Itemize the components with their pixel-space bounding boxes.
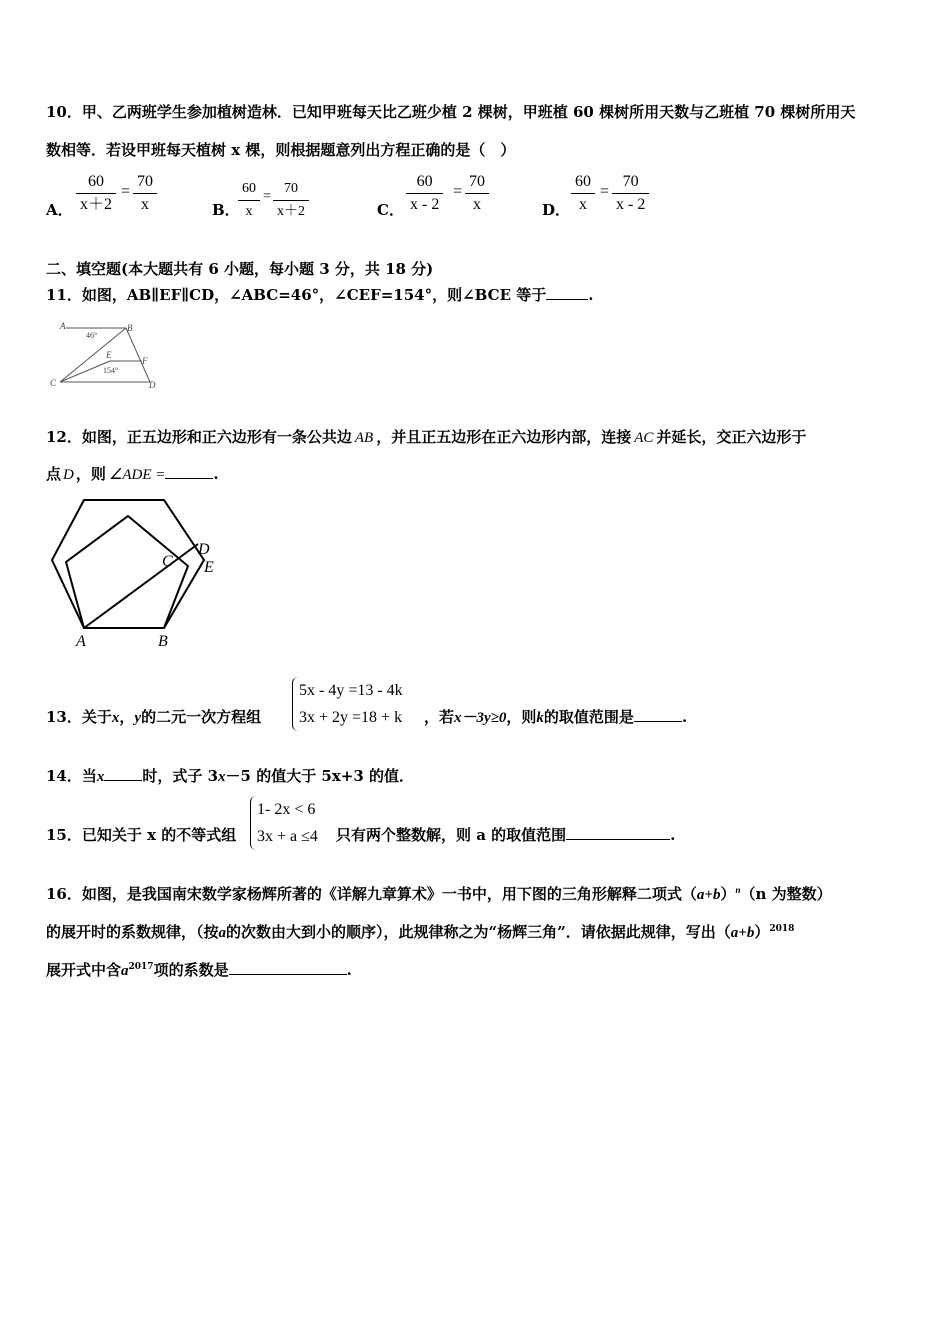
fig-label-a: A bbox=[76, 633, 86, 650]
answer-blank[interactable] bbox=[229, 974, 347, 975]
fig-label-c: C bbox=[50, 378, 57, 388]
fig-label-a: A bbox=[60, 321, 66, 331]
fraction: $\frac{60}{x}$ bbox=[238, 178, 260, 223]
fraction: $\frac{70}{x+2}$ bbox=[273, 178, 309, 223]
fraction: $\frac{70}{x}$ bbox=[133, 171, 157, 216]
fig-label-d: D bbox=[149, 380, 156, 390]
q13-equation-system: 5x - 4y =13 - 4k 3x + 2y =18 + k bbox=[292, 677, 403, 731]
fraction: $\frac{70}{x - 2}$ bbox=[612, 171, 649, 216]
option-label: B． bbox=[212, 201, 240, 219]
q13-condition: ，若x－3y≥0，则k的取值范围是 . bbox=[424, 708, 688, 726]
hexagon bbox=[52, 500, 204, 628]
fig-label-d: D bbox=[198, 541, 210, 558]
answer-blank[interactable] bbox=[566, 839, 670, 840]
fig-label-c: C bbox=[162, 553, 173, 570]
q10-line1: 10．甲、乙两班学生参加植树造林．已知甲班每天比乙班少植 2 棵树，甲班植 60 棵树所用天数与乙班植 70 棵树所用天 bbox=[46, 103, 856, 121]
answer-blank[interactable] bbox=[165, 478, 213, 479]
q15-text-pre: 15．已知关于 x 的不等式组 bbox=[46, 826, 237, 844]
pentagon bbox=[66, 516, 188, 628]
answer-blank[interactable] bbox=[104, 780, 142, 781]
fig-label-e: E bbox=[106, 350, 112, 360]
q11-text: 11．如图，AB∥EF∥CD，∠ABC=46°，∠CEF=154°，则∠BCE 等于 . bbox=[46, 286, 594, 304]
fig-angle-46: 46° bbox=[86, 331, 98, 340]
q14-text: 14．当x 时，式子 3x－5 的值大于 5x+3 的值． bbox=[46, 767, 415, 785]
q15-inequality-system: 1- 2x < 6 3x + a ≤4 bbox=[250, 796, 318, 850]
equals-sign: = bbox=[453, 183, 463, 200]
option-label: D． bbox=[542, 201, 571, 219]
q10-line2: 数相等．若设甲班每天植树 x 棵，则根据题意列出方程正确的是（ ） bbox=[46, 141, 516, 159]
option-label: C． bbox=[377, 201, 404, 219]
answer-blank[interactable] bbox=[546, 299, 588, 300]
fraction: $\frac{60}{x}$ bbox=[571, 171, 595, 216]
fig-label-e: E bbox=[204, 559, 214, 576]
fraction: $\frac{60}{x - 2}$ bbox=[406, 171, 443, 216]
fraction: $\frac{60}{x+2}$ bbox=[76, 171, 116, 216]
q15-text-post: 只有两个整数解，则 a 的取值范围 . bbox=[336, 826, 676, 844]
equals-sign: = bbox=[121, 183, 131, 200]
equals-sign: = bbox=[263, 189, 271, 204]
answer-blank[interactable] bbox=[634, 721, 682, 722]
option-label: A． bbox=[46, 201, 73, 219]
q12-figure bbox=[46, 494, 226, 650]
fig-label-f: F bbox=[142, 356, 148, 366]
fig-label-b: B bbox=[127, 323, 133, 333]
q16-line2: 的展开时的系数规律，（按a的次数由大到小的顺序），此规律称之为“杨辉三角”．请依据此规律，写出$(a+b)^{2018}$ bbox=[46, 923, 795, 941]
q16-line1: 16．如图，是我国南宋数学家杨辉所著的《详解九章算术》一书中，用下图的三角形解释二项式$(a+b)^n(n$ 为整数） bbox=[46, 885, 832, 903]
fraction: $\frac{70}{x}$ bbox=[465, 171, 489, 216]
fig-angle-154: 154° bbox=[103, 366, 119, 375]
fig-label-b: B bbox=[158, 633, 168, 650]
q16-line3: 展开式中含$a^{2017}$项的系数是 . bbox=[46, 961, 352, 979]
equals-sign: = bbox=[600, 183, 610, 200]
q12-line2: 点 D ，则 ∠ADE = . bbox=[46, 465, 219, 483]
q11-figure bbox=[46, 318, 168, 398]
section-heading: 二、填空题(本大题共有 6 小题，每小题 3 分，共 18 分) bbox=[46, 260, 434, 278]
q13-text: 13．关于x，y的二元一次方程组 bbox=[46, 708, 262, 726]
q12-line1: 12．如图，正五边形和正六边形有一条公共边 AB ，并且正五边形在正六边形内部，连接 AC 并延长，交正六边形于 bbox=[46, 428, 807, 446]
